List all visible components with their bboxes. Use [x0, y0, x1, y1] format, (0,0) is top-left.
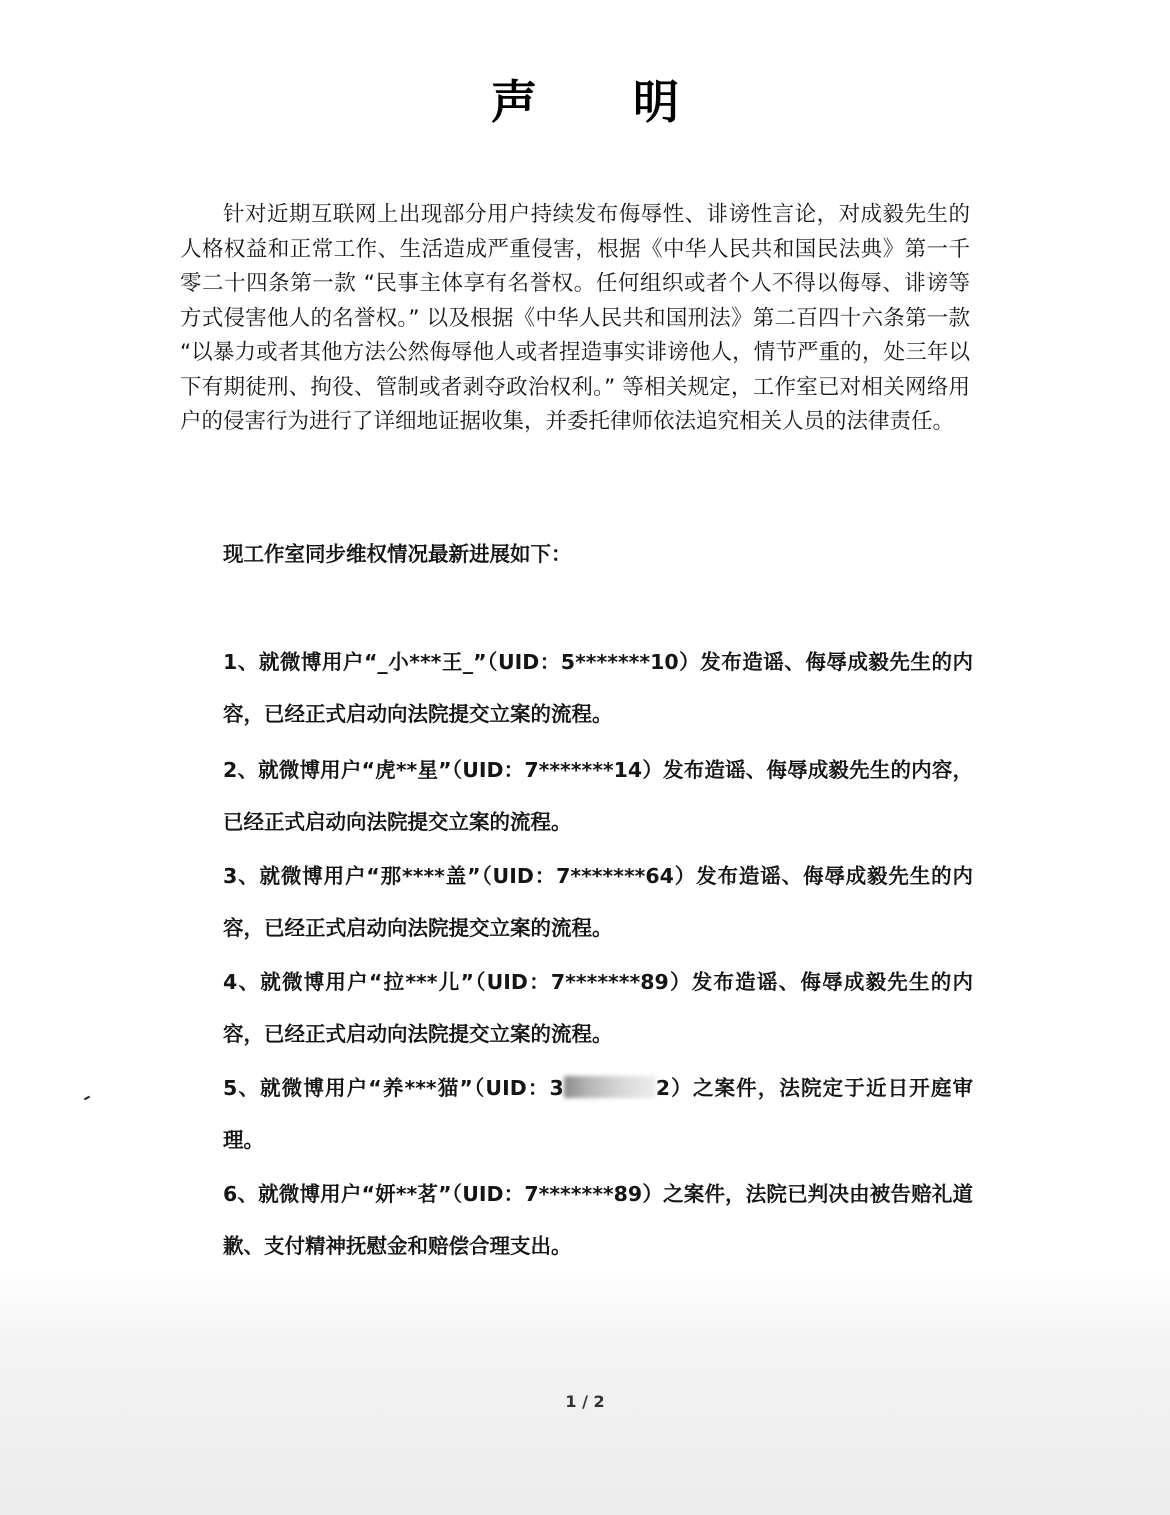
scan-speck	[84, 1096, 90, 1101]
progress-item-3: 3、就微博用户“那****盖”（UID：7*******64）发布造谣、侮辱成毅先生的内容，已经正式启动向法院提交立案的流程。	[223, 864, 973, 940]
progress-item-5	[223, 1062, 973, 1166]
progress-item-4: 4、就微博用户“拉***儿”（UID：7*******89）发布造谣、侮辱成毅先生的内容，已经正式启动向法院提交立案的流程。	[223, 970, 973, 1046]
progress-item-2: 2、就微博用户“虎**星”（UID：7*******14）发布造谣、侮辱成毅先生的内容，已经正式启动向法院提交立案的流程。	[223, 758, 973, 834]
progress-lead: 现工作室同步维权情况最新进展如下：	[223, 542, 572, 566]
page-number: 1 / 2	[565, 1392, 605, 1411]
progress-item-6: 6、就微博用户“妍**茗”（UID：7*******89）之案件，法院已判决由被告赔礼道歉、支付精神抚慰金和赔偿合理支出。	[223, 1182, 973, 1258]
redacted-uid-blur	[564, 1076, 656, 1098]
progress-item-1: 1、就微博用户“_小***王_”（UID：5*******10）发布造谣、侮辱成毅先生的内容，已经正式启动向法院提交立案的流程。	[223, 650, 973, 726]
progress-item-5-start: 5、就微博用户“养***猫”（UID：3	[223, 1076, 564, 1100]
intro-paragraph: 针对近期互联网上出现部分用户持续发布侮辱性、诽谤性言论，对成毅先生的人格权益和正常工作、生活造成严重侵害，根据《中华人民共和国民法典》第一千零二十四条第一款 “民事主体享有名誉权。任何组织或者个人不得以侮辱、诽谤等方式侵害他人的名誉权。” 以及根据《中华人民共和国刑法》第二百四十六条第一款 “以暴力或者其他方法公然侮辱他人或者捏造事实诽谤他人，情节严重的，处三年以下有期徒刑、拘役、管制或者剥夺政治权利。” 等相关规定，工作室已对相关网络用户的侵害行为进行了详细地证据收集，并委托律师依法追究相关人员的法律责任。	[180, 202, 970, 434]
progress-item-5-end: 2）之案件，法院定于近日开庭审理。	[223, 1076, 973, 1152]
document-title: 声 明	[490, 75, 719, 129]
